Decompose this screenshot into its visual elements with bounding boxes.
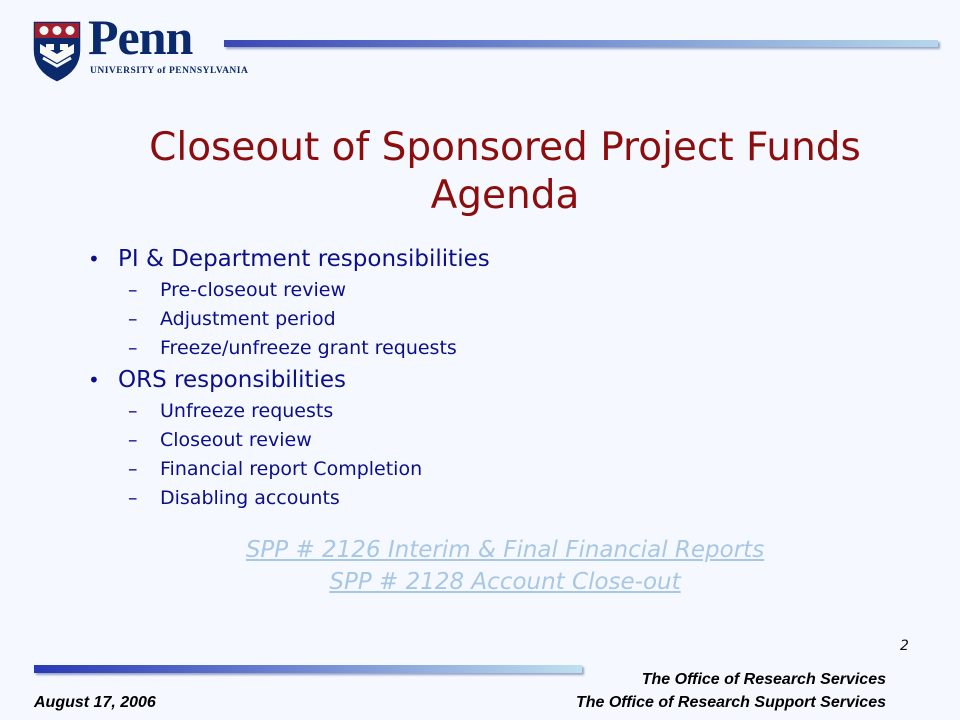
- agenda-section-pi: [88, 242, 908, 276]
- penn-wordmark: Penn: [88, 9, 193, 65]
- agenda-list: [88, 242, 908, 513]
- footer-office-2: The Office of Research Support Services: [575, 694, 886, 711]
- list-item: – Unfreeze requests: [128, 400, 334, 422]
- list-item: – Closeout review: [128, 429, 312, 451]
- penn-logo: [28, 9, 249, 86]
- link-spp-2128[interactable]: SPP # 2128 Account Close-out: [329, 569, 681, 595]
- bullet-dot: •: [88, 368, 100, 392]
- title-line-2: Agenda: [430, 173, 580, 218]
- section-heading: ORS responsibilities: [118, 367, 347, 393]
- list-item: – Financial report Completion: [128, 458, 423, 480]
- policy-links: [0, 534, 960, 598]
- list-item: – Freeze/unfreeze grant requests: [128, 337, 457, 359]
- footer-date: August 17, 2006: [34, 694, 156, 711]
- penn-subtitle: UNIVERSITY of PENNSYLVANIA: [90, 66, 249, 76]
- penn-shield-icon: [32, 20, 82, 82]
- slide-title: [40, 124, 960, 220]
- list-item: – Adjustment period: [128, 308, 336, 330]
- list-item: – Pre-closeout review: [128, 279, 346, 301]
- list-item: – Disabling accounts: [128, 487, 340, 509]
- header-rule: [224, 40, 938, 47]
- footer-office-1: The Office of Research Services: [641, 671, 886, 688]
- link-spp-2126[interactable]: SPP # 2126 Interim & Final Financial Reports: [245, 537, 765, 563]
- page-number: 2: [900, 638, 909, 654]
- title-line-1: Closeout of Sponsored Project Funds: [149, 125, 861, 170]
- footer-rule: [34, 665, 582, 673]
- agenda-section-ors: [88, 363, 908, 397]
- bullet-dot: •: [88, 247, 100, 271]
- section-heading: PI & Department responsibilities: [118, 246, 490, 272]
